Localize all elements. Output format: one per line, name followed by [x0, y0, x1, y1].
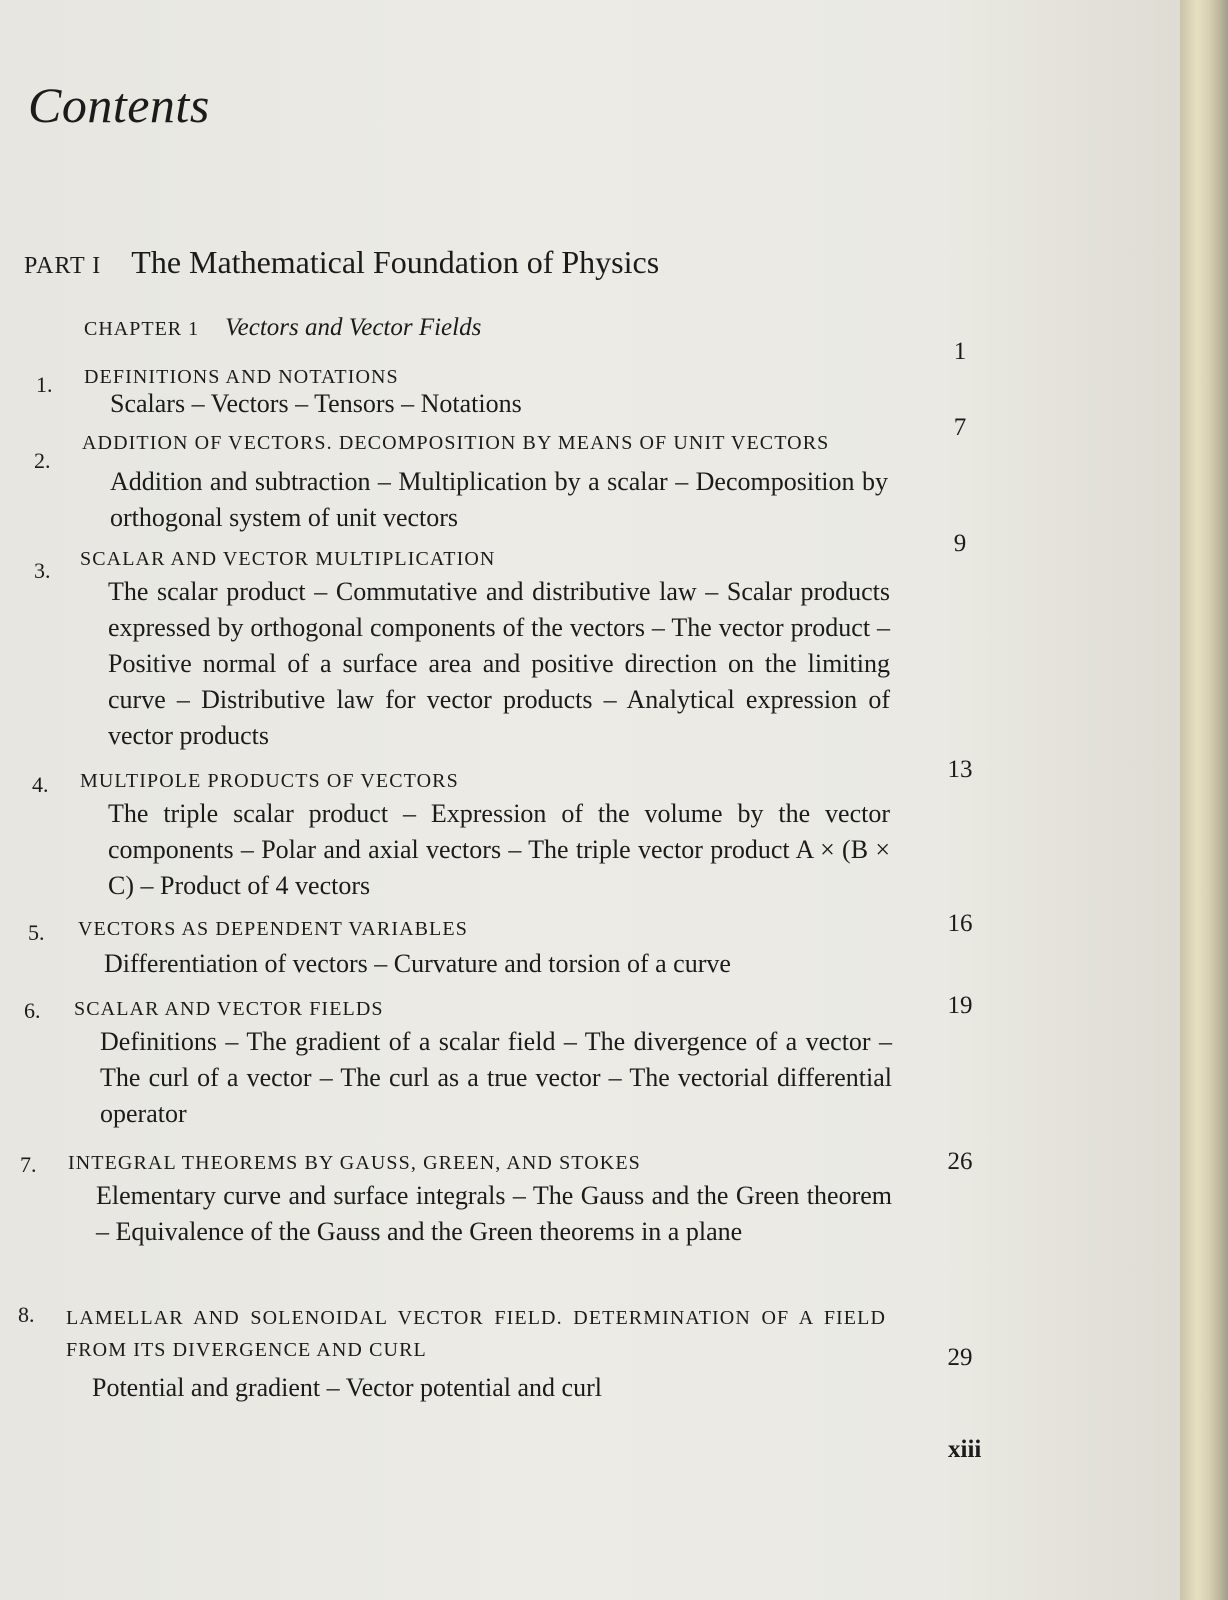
section-page: 26 [947, 1148, 973, 1175]
section-number: 6. [24, 998, 41, 1023]
section-description: The triple scalar product – Expression of the volume by the vector components – Polar and axial vectors – The triple vector product A × (B × C) – Product of 4 vectors [108, 799, 890, 900]
part-label: PART I [24, 253, 102, 279]
section-description: Scalars – Vectors – Tensors – Notations [110, 389, 522, 418]
section-number: 2. [34, 448, 51, 473]
section-page: 19 [947, 992, 973, 1019]
section-number: 4. [32, 772, 49, 797]
part-title: The Mathematical Foundation of Physics [131, 244, 660, 280]
section-page: 29 [947, 1344, 973, 1371]
chapter-heading [84, 314, 481, 342]
contents-title: Contents [28, 77, 210, 133]
section-number: 5. [28, 920, 45, 945]
section-page: 1 [953, 338, 967, 365]
page-folio: xiii [948, 1436, 982, 1463]
section-number: 8. [18, 1302, 35, 1327]
section-heading: LAMELLAR AND SOLENOIDAL VECTOR FIELD. DETERMINATION OF A FIELD FROM ITS DIVERGENCE AND CURL [66, 1307, 886, 1361]
section-page: 7 [953, 414, 967, 441]
section-heading: SCALAR AND VECTOR FIELDS [74, 998, 384, 1020]
part-heading [24, 244, 659, 281]
section-description: Addition and subtraction – Multiplication by a scalar – Decomposition by orthogonal system of unit vectors [110, 467, 888, 532]
section-heading: DEFINITIONS AND NOTATIONS [84, 366, 399, 388]
section-description: Differentiation of vectors – Curvature and torsion of a curve [104, 949, 731, 978]
section-description: The scalar product – Commutative and distributive law – Scalar products expressed by orthogonal components of the vectors – The vector product – Positive normal of a surface area and positive direction on the limiting curve – Distributive law for vector products – Analytical expression of vector products [108, 577, 890, 750]
section-description: Definitions – The gradient of a scalar field – The divergence of a vector – The curl of a vector – The curl as a true vector – The vectorial differential operator [100, 1027, 892, 1128]
chapter-title: Vectors and Vector Fields [225, 314, 482, 341]
section-heading: MULTIPOLE PRODUCTS OF VECTORS [80, 770, 459, 792]
section-number: 7. [20, 1152, 37, 1177]
section-heading: ADDITION OF VECTORS. DECOMPOSITION BY MEANS OF UNIT VECTORS [82, 432, 830, 454]
section-page: 16 [947, 910, 973, 937]
section-heading: VECTORS AS DEPENDENT VARIABLES [78, 918, 468, 940]
section-description: Potential and gradient – Vector potential and curl [92, 1373, 602, 1402]
section-number: 3. [34, 558, 51, 583]
section-page: 13 [947, 756, 973, 783]
section-heading: INTEGRAL THEOREMS BY GAUSS, GREEN, AND STOKES [68, 1152, 641, 1174]
section-description: Elementary curve and surface integrals – The Gauss and the Green theorem – Equivalence of the Gauss and the Green theorems in a plane [96, 1181, 892, 1246]
section-heading: SCALAR AND VECTOR MULTIPLICATION [80, 548, 496, 570]
book-spine-edge [1180, 0, 1228, 1600]
chapter-label: CHAPTER 1 [84, 318, 200, 340]
section-page: 9 [953, 530, 967, 557]
section-number: 1. [36, 372, 53, 397]
